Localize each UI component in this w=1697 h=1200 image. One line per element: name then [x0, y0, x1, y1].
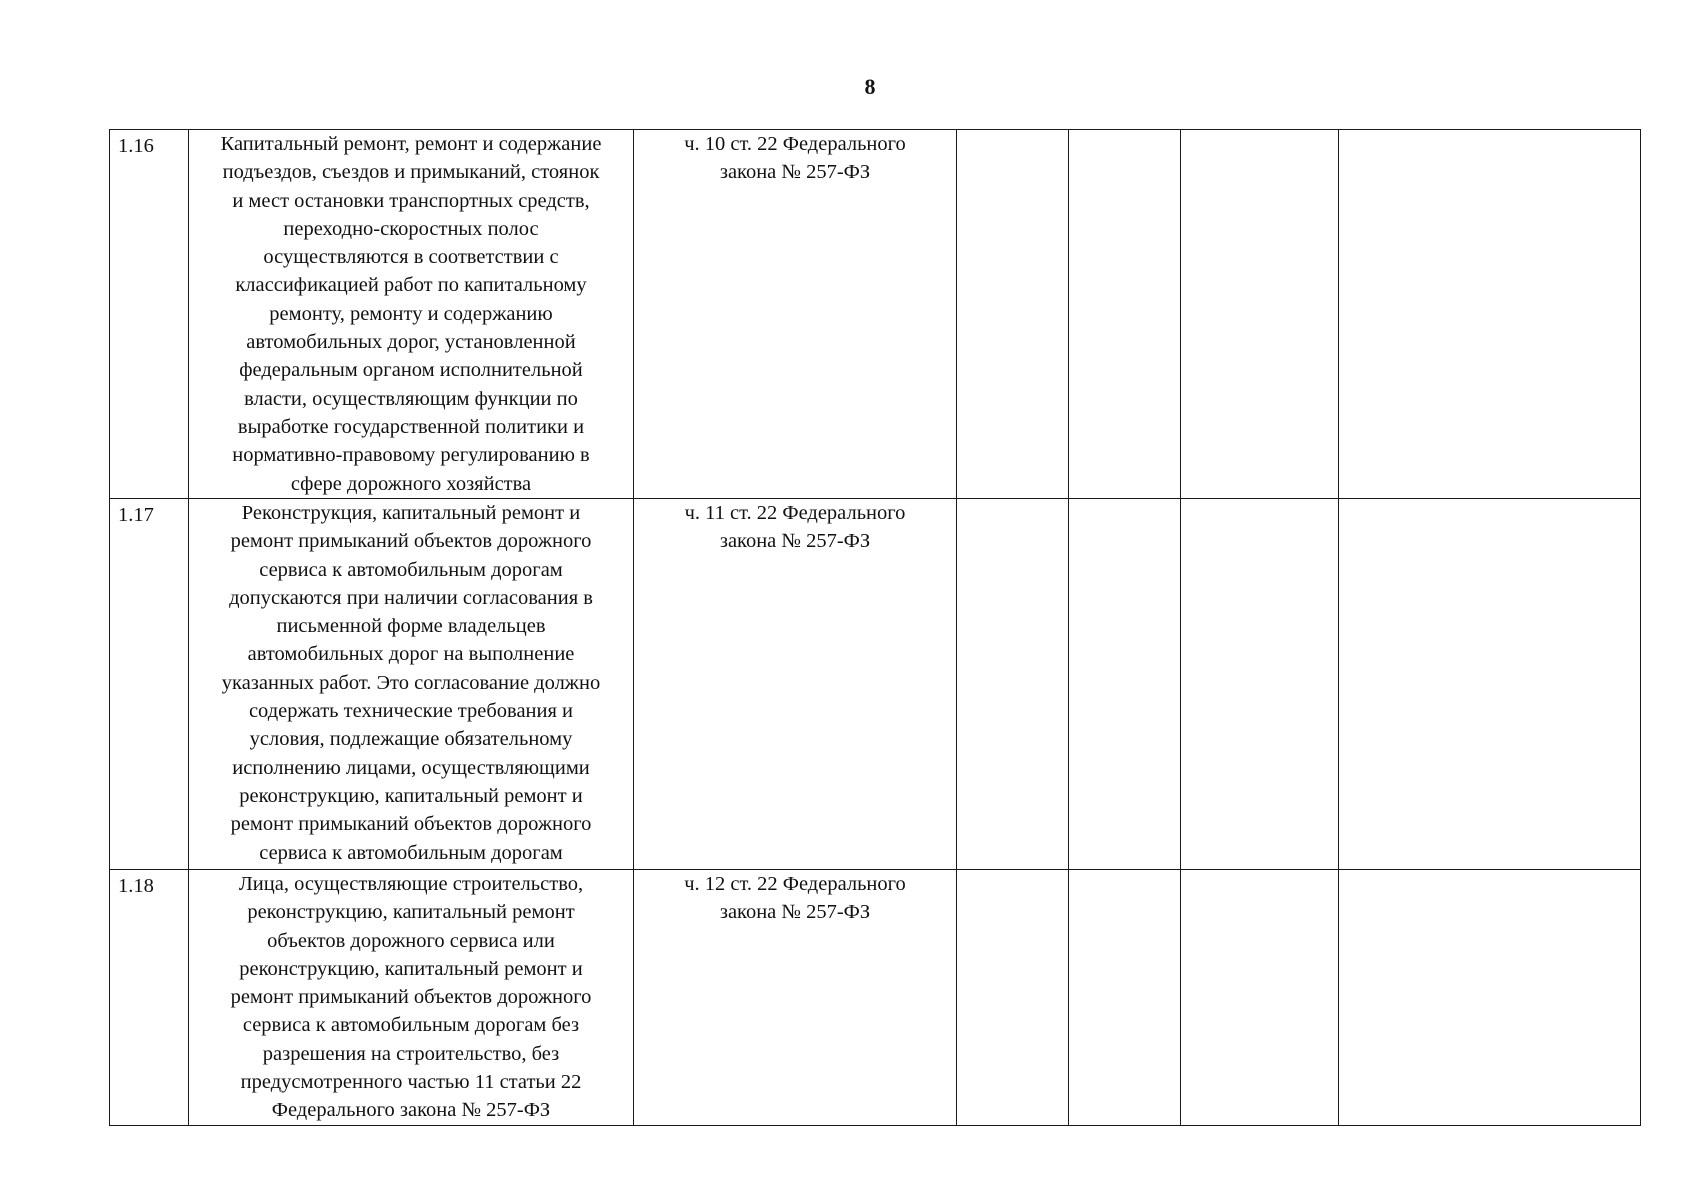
text-line: ремонт примыканий объектов дорожного	[230, 986, 592, 1009]
text-line: сфере дорожного хозяйства	[290, 472, 532, 495]
text-line: Федерального закона № 257-ФЗ	[271, 1099, 551, 1122]
text-line: предусмотренного частью 11 статьи 22	[240, 1071, 582, 1094]
table-row	[110, 130, 1641, 499]
empty-cell	[1339, 130, 1641, 499]
text-line: письменной форме владельцев	[276, 615, 546, 638]
text-line: условия, подлежащие обязательному	[249, 728, 573, 751]
text-line: классификацией работ по капитальному	[235, 274, 587, 297]
text-line: сервиса к автомобильным дорогам	[259, 841, 563, 864]
text-line: подъездов, съездов и примыканий, стоянок	[222, 161, 600, 184]
text-line: Лица, осуществляющие строительство,	[238, 873, 584, 895]
law-line: ч. 12 ст. 22 Федерального	[684, 873, 906, 895]
text-line: ремонту, ремонту и содержанию	[269, 302, 553, 325]
page-number: 8	[864, 74, 876, 99]
law-line: закона № 257-ФЗ	[719, 530, 871, 553]
row-number: 1.17	[118, 504, 154, 526]
text-line: осуществляются в соответствии с	[263, 246, 559, 269]
requirement-text-cell	[189, 499, 634, 870]
text-line: реконструкцию, капитальный ремонт и	[239, 957, 583, 980]
empty-cell	[1181, 870, 1339, 1126]
legal-reference-cell	[634, 870, 957, 1126]
text-line: переходно-скоростных полос	[283, 217, 539, 240]
text-line: власти, осуществляющим функции по	[244, 387, 578, 410]
text-line: допускаются при наличии согласования в	[229, 586, 593, 609]
text-line: и мест остановки транспортных средств,	[232, 189, 590, 212]
row-number-cell	[110, 130, 189, 499]
text-line: федеральным органом исполнительной	[239, 359, 583, 382]
law-line: закона № 257-ФЗ	[719, 901, 871, 924]
empty-cell	[1069, 130, 1181, 499]
row-number: 1.16	[118, 135, 154, 157]
empty-cell	[1181, 499, 1339, 870]
requirements-table	[109, 129, 1641, 1126]
text-line: реконструкцию, капитальный ремонт и	[239, 784, 583, 807]
law-line: ч. 11 ст. 22 Федерального	[684, 502, 906, 524]
law-line: ч. 10 ст. 22 Федерального	[684, 133, 906, 155]
law-line: закона № 257-ФЗ	[719, 161, 871, 184]
empty-cell	[957, 130, 1069, 499]
text-line: ремонт примыканий объектов дорожного	[230, 813, 592, 836]
empty-cell	[1339, 499, 1641, 870]
text-line: указанных работ. Это согласование должно	[221, 671, 601, 694]
table-row	[110, 870, 1641, 1126]
table-row	[110, 499, 1641, 870]
legal-reference-cell	[634, 130, 957, 499]
row-number: 1.18	[118, 875, 154, 897]
empty-cell	[957, 499, 1069, 870]
text-line: ремонт примыканий объектов дорожного	[230, 530, 592, 553]
row-number-cell	[110, 499, 189, 870]
empty-cell	[1339, 870, 1641, 1126]
text-line: Реконструкция, капитальный ремонт и	[241, 502, 581, 524]
text-line: выработке государственной политики и	[237, 415, 585, 438]
text-line: сервиса к автомобильным дорогам без	[242, 1014, 580, 1037]
text-line: исполнению лицами, осуществляющими	[232, 756, 590, 779]
text-line: автомобильных дорог, установленной	[246, 331, 576, 354]
legal-reference-cell	[634, 499, 957, 870]
empty-cell	[1181, 130, 1339, 499]
requirement-text-cell	[189, 130, 634, 499]
text-line: содержать технические требования и	[248, 700, 574, 723]
text-line: Капитальный ремонт, ремонт и содержание	[220, 133, 602, 155]
empty-cell	[1069, 870, 1181, 1126]
text-line: автомобильных дорог на выполнение	[247, 643, 575, 666]
empty-cell	[957, 870, 1069, 1126]
text-line: реконструкцию, капитальный ремонт	[247, 901, 575, 924]
text-line: сервиса к автомобильным дорогам	[259, 558, 563, 581]
requirement-text-cell	[189, 870, 634, 1126]
text-line: нормативно-правовому регулированию в	[232, 444, 590, 467]
text-line: разрешения на строительство, без	[262, 1042, 560, 1065]
row-number-cell	[110, 870, 189, 1126]
text-line: объектов дорожного сервиса или	[267, 929, 555, 952]
empty-cell	[1069, 499, 1181, 870]
